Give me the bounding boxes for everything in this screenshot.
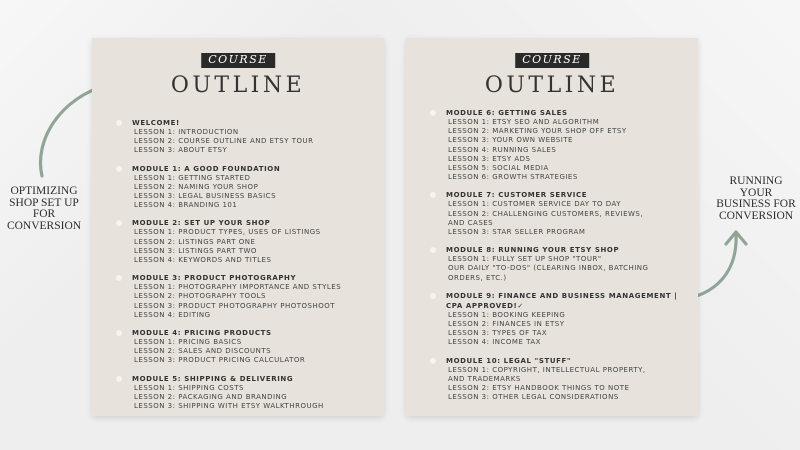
module-title: MODULE 10: LEGAL "STUFF" bbox=[446, 356, 572, 365]
module-title: MODULE 9: FINANCE AND BUSINESS MANAGEMENT | CPA APPROVED!✓ bbox=[446, 291, 678, 310]
right-caption-line: RUNNING bbox=[729, 175, 783, 187]
module-section bbox=[132, 164, 374, 211]
module-section bbox=[132, 118, 374, 156]
outline-page-left bbox=[92, 38, 384, 416]
left-caption-line: OPTIMIZING bbox=[10, 185, 78, 197]
left-caption-line: FOR bbox=[32, 208, 56, 220]
right-caption bbox=[714, 176, 798, 222]
lesson-item: LESSON 2: CHALLENGING CUSTOMERS, REVIEWS, bbox=[448, 209, 644, 218]
lesson-item: LESSON 4: RUNNING SALES bbox=[448, 145, 557, 154]
lesson-item: LESSON 3: TYPES OF TAX bbox=[448, 329, 548, 338]
lesson-item: LESSON 2: COURSE OUTLINE AND ETSY TOUR bbox=[134, 137, 314, 146]
right-caption-line: YOUR bbox=[739, 186, 773, 199]
lesson-item: LESSON 2: FINANCES IN ETSY bbox=[448, 320, 565, 329]
lesson-item: LESSON 3: STAR SELLER PROGRAM bbox=[448, 228, 586, 237]
module-title: MODULE 6: GETTING SALES bbox=[446, 109, 568, 117]
lesson-item: LESSON 6: GROWTH STRATEGIES bbox=[448, 173, 578, 182]
lesson-item: LESSON 2: ETSY HANDBOOK THINGS TO NOTE bbox=[448, 384, 630, 393]
outline-title: OUTLINE bbox=[484, 73, 620, 98]
module-section bbox=[132, 374, 374, 412]
lesson-item: LESSON 2: SALES AND DISCOUNTS bbox=[134, 347, 272, 356]
module-section bbox=[446, 245, 688, 283]
module-title: MODULE 8: RUNNING YOUR ETSY SHOP bbox=[446, 246, 620, 255]
lesson-item: LESSON 3: SHIPPING WITH ETSY WALKTHROUGH bbox=[134, 402, 324, 411]
lesson-item: LESSON 3: LISTINGS PART TWO bbox=[134, 246, 257, 255]
module-title: MODULE 5: SHIPPING & DELIVERING bbox=[132, 374, 294, 383]
lesson-item: LESSON 3: YOUR OWN WEBSITE bbox=[448, 136, 573, 145]
lesson-item: LESSON 4: INCOME TAX bbox=[448, 338, 541, 347]
lesson-item: LESSON 3: OTHER LEGAL CONSIDERATIONS bbox=[448, 393, 619, 402]
lesson-item: LESSON 2: PACKAGING AND BRANDING bbox=[134, 392, 288, 401]
module-section bbox=[132, 218, 374, 265]
lesson-item: LESSON 2: MARKETING YOUR SHOP OFF ETSY bbox=[448, 127, 627, 136]
lesson-item: ORDERS, ETC.) bbox=[448, 273, 507, 282]
module-list bbox=[446, 108, 688, 410]
lesson-item: LESSON 2: PHOTOGRAPHY TOOLS bbox=[134, 292, 266, 301]
module-section bbox=[446, 291, 688, 348]
module-section bbox=[132, 273, 374, 320]
module-title: MODULE 3: PRODUCT PHOTOGRAPHY bbox=[132, 274, 297, 283]
lesson-item: LESSON 1: PHOTOGRAPHY IMPORTANCE AND STYLES bbox=[134, 283, 342, 292]
left-caption-line: CONVERSION bbox=[6, 219, 82, 232]
module-section bbox=[446, 108, 688, 182]
lesson-item: LESSON 1: SHIPPING COSTS bbox=[134, 383, 244, 392]
right-caption-line: CONVERSION bbox=[718, 209, 794, 222]
left-caption-line: SHOP SET UP bbox=[9, 196, 79, 209]
module-title: MODULE 1: A GOOD FOUNDATION bbox=[132, 164, 281, 173]
lesson-item: LESSON 1: ETSY SEO AND ALGORITHM bbox=[448, 118, 600, 126]
lesson-item: LESSON 1: GETTING STARTED bbox=[134, 173, 251, 182]
module-title: WELCOME! bbox=[132, 119, 180, 127]
lesson-item: LESSON 3: LEGAL BUSINESS BASICS bbox=[134, 192, 277, 201]
lesson-item: LESSON 1: BOOKING KEEPING bbox=[448, 310, 566, 319]
lesson-item: LESSON 4: EDITING bbox=[134, 310, 211, 319]
course-badge: COURSE bbox=[515, 53, 589, 68]
lesson-item: LESSON 4: KEYWORDS AND TITLES bbox=[134, 256, 272, 265]
lesson-item: LESSON 2: LISTINGS PART ONE bbox=[134, 237, 256, 246]
lesson-item: LESSON 1: FULLY SET UP SHOP "TOUR" bbox=[448, 255, 602, 264]
right-caption-line: BUSINESS FOR bbox=[716, 198, 796, 210]
outline-page-right bbox=[406, 38, 698, 416]
lesson-item: LESSON 1: CUSTOMER SERVICE DAY TO DAY bbox=[448, 200, 622, 209]
lesson-item: LESSON 3: PRODUCT PHOTOGRAPHY PHOTOSHOOT bbox=[134, 301, 336, 310]
lesson-item: LESSON 1: COPYRIGHT, INTELLECTUAL PROPERTY, bbox=[448, 365, 646, 374]
lesson-item: AND CASES bbox=[448, 218, 494, 227]
lesson-item: LESSON 3: PRODUCT PRICING CALCULATOR bbox=[134, 356, 306, 365]
lesson-item: AND TRADEMARKS bbox=[448, 374, 521, 383]
lesson-item: LESSON 4: BRANDING 101 bbox=[134, 201, 238, 210]
module-section bbox=[446, 356, 688, 403]
lesson-item: LESSON 5: SOCIAL MEDIA bbox=[448, 164, 549, 173]
lesson-item: LESSON 3: ETSY ADS bbox=[448, 154, 531, 163]
module-list bbox=[132, 118, 374, 419]
module-section bbox=[446, 190, 688, 237]
lesson-item: OUR DAILY "TO-DOS" (CLEARING INBOX, BATCHING bbox=[448, 264, 649, 273]
lesson-item: LESSON 1: PRICING BASICS bbox=[134, 338, 242, 347]
outline-title: OUTLINE bbox=[170, 73, 306, 98]
lesson-item: LESSON 1: INTRODUCTION bbox=[134, 128, 239, 136]
course-badge: COURSE bbox=[201, 53, 275, 68]
module-section bbox=[132, 328, 374, 366]
lesson-item: LESSON 1: PRODUCT TYPES, USES OF LISTINGS bbox=[134, 228, 321, 237]
lesson-item: LESSON 3: ABOUT ETSY bbox=[134, 146, 228, 155]
lesson-item: LESSON 2: NAMING YOUR SHOP bbox=[134, 182, 259, 191]
module-title: MODULE 7: CUSTOMER SERVICE bbox=[446, 191, 588, 200]
left-caption bbox=[4, 186, 84, 232]
module-title: MODULE 4: PRICING PRODUCTS bbox=[132, 329, 272, 338]
module-title: MODULE 2: SET UP YOUR SHOP bbox=[132, 219, 271, 228]
